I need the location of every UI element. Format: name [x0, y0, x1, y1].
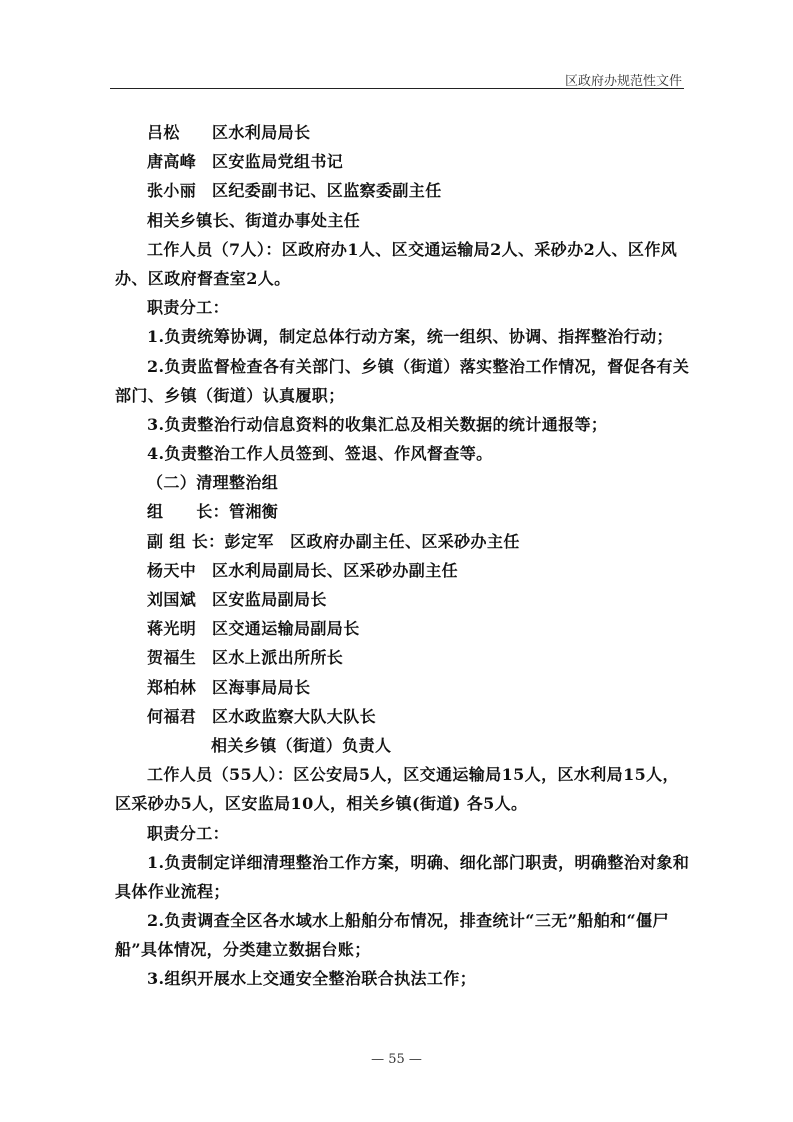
duty-item: 3.负责整治行动信息资料的收集汇总及相关数据的统计通报等； [147, 414, 608, 434]
header-title: 区政府办规范性文件 [564, 74, 682, 89]
deputy-leader: 副 组 长：彭定军 区政府办副主任、区采砂办主任 [147, 531, 520, 551]
member-line [115, 176, 687, 205]
member-title: 区安监局副局长 [212, 590, 327, 609]
member-name: 刘国斌 [147, 590, 197, 609]
duty-item: 1.负责制定详细清理整治工作方案，明确、细化部门职责，明确整治对象和 [147, 852, 690, 872]
member-title: 区水利局副局长、区采砂办副主任 [212, 560, 459, 580]
member-name: 吕松 [147, 123, 180, 142]
section-heading: （二）清理整治组 [147, 473, 279, 493]
member-line [115, 147, 687, 176]
member-title: 区水利局局长 [212, 123, 311, 142]
duty-item: 3.组织开展水上交通安全整治联合执法工作； [147, 969, 477, 989]
member-name: 贺福生 [147, 648, 197, 668]
duty-item-cont: 部门、乡镇（街道）认真履职； [115, 385, 345, 405]
duty-item: 2.负责监督检查各有关部门、乡镇（街道）落实整治工作情况，督促各有关 [147, 356, 690, 376]
duty-item: 4.负责整治工作人员签到、签退、作风督查等。 [147, 444, 493, 464]
duty-item: 2.负责调查全区各水域水上船舶分布情况，排查统计“三无”船舶和“僵尸 [147, 911, 669, 931]
group-leader: 组 长：管湘衡 [147, 502, 279, 522]
staff-line-cont: 区采砂办5人，区安监局10人，相关乡镇(街道) 各5人。 [115, 794, 528, 814]
duties-heading: 职责分工： [147, 298, 230, 318]
member-title: 区水政监察大队大队长 [212, 706, 377, 726]
member-line [115, 585, 687, 614]
member-title: 区海事局局长 [212, 677, 311, 697]
member-name: 唐高峰 [147, 152, 197, 172]
duty-item-cont: 具体作业流程； [115, 881, 230, 901]
duty-item: 1.负责统筹协调，制定总体行动方案，统一组织、协调、指挥整治行动； [147, 327, 673, 347]
staff-line: 工作人员（7人）：区政府办1人、区交通运输局2人、采砂办2人、区作风 [147, 239, 678, 259]
member-title: 区纪委副书记、区监察委副主任 [212, 181, 442, 201]
member-name: 杨天中 [147, 560, 197, 580]
member-line [115, 673, 687, 702]
member-name: 张小丽 [147, 181, 197, 201]
member-name: 郑柏林 [147, 677, 197, 697]
duties-heading: 职责分工： [147, 823, 230, 843]
member-title: 区交通运输局副局长 [212, 619, 360, 639]
document-body [115, 118, 690, 994]
text-line: 相关乡镇长、街道办事处主任 [147, 210, 361, 230]
member-line [115, 614, 687, 643]
member-title: 区水上派出所所长 [212, 648, 344, 668]
page-header [110, 70, 684, 89]
duty-item-cont: 船”具体情况，分类建立数据台账； [115, 940, 371, 960]
staff-line: 工作人员（55人）：区公安局5人，区交通运输局15人，区水利局15人， [147, 765, 679, 785]
text-line: 相关乡镇（街道）负责人 [211, 735, 392, 755]
member-name: 何福君 [147, 706, 197, 726]
member-name: 蒋光明 [147, 619, 197, 639]
member-line [115, 556, 687, 585]
member-title: 区安监局党组书记 [212, 152, 344, 172]
member-line [115, 643, 687, 672]
member-line [115, 118, 687, 147]
page-number: — 55 — [371, 1052, 422, 1067]
member-line [115, 702, 687, 731]
staff-line-cont: 办、区政府督查室2人。 [115, 268, 291, 288]
